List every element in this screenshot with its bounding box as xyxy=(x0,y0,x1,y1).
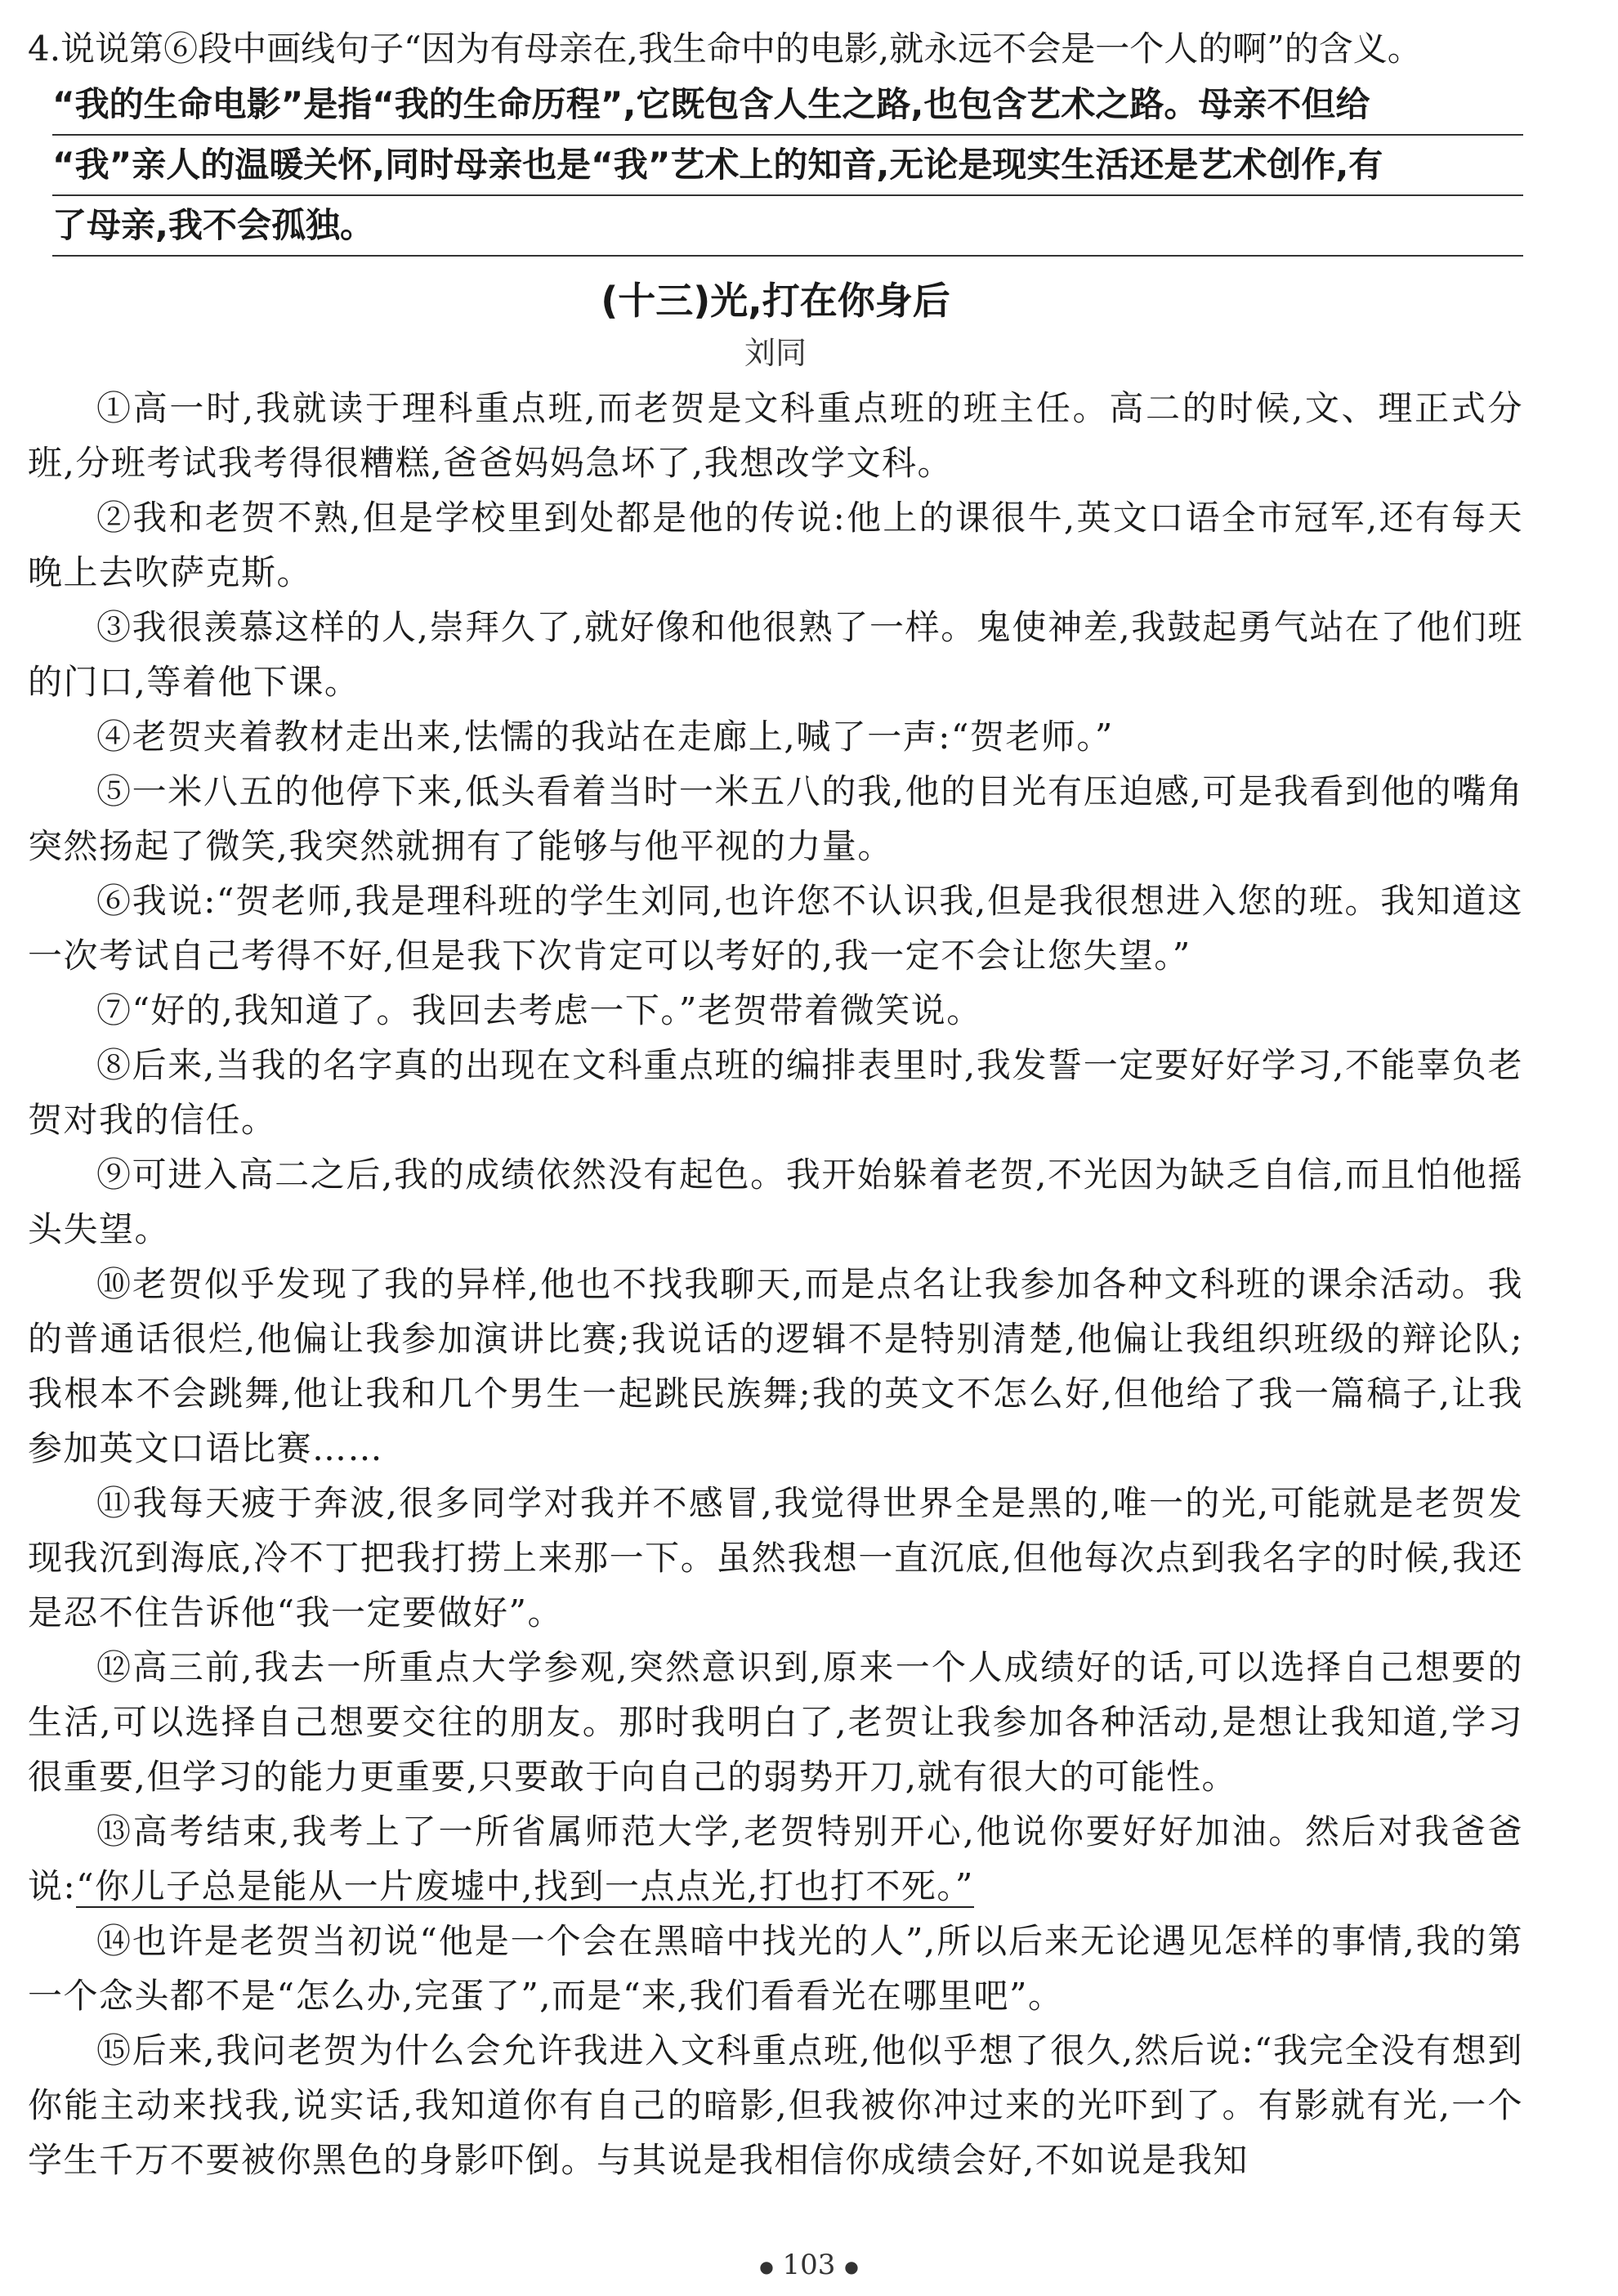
paragraph-11: ⑪我每天疲于奔波,很多同学对我并不感冒,我觉得世界全是黑的,唯一的光,可能就是老贺发现我沉到海底,冷不丁把我打捞上来那一下。虽然我想一直沉底,但他每次点到我名字的时候,我还是忍不住告诉他“我一定要做好”。 xyxy=(28,1483,1523,1633)
paragraph-13 xyxy=(28,1804,1523,1914)
answer-line-2: “我”亲人的温暖关怀,同时母亲也是“我”艺术上的知音,无论是现实生活还是艺术创作,有 xyxy=(52,136,1523,196)
answer-line-1: “我的生命电影”是指“我的生命历程”,它既包含人生之路,也包含艺术之路。母亲不但给 xyxy=(52,75,1523,136)
paragraph-4: ④老贺夹着教材走出来,怯懦的我站在走廊上,喊了一声:“贺老师。” xyxy=(96,717,1114,757)
paragraph-2: ②我和老贺不熟,但是学校里到处都是他的传说:他上的课很牛,英文口语全市冠军,还有每天晚上去吹萨克斯。 xyxy=(28,498,1523,592)
paragraph-15: ⑮后来,我问老贺为什么会允许我进入文科重点班,他似乎想了很久,然后说:“我完全没有想到你能主动来找我,说实话,我知道你有自己的暗影,但我被你冲过来的光吓到了。有影就有光,一个学生千万不要被你黑色的身影吓倒。与其说是我相信你成绩会好,不如说是我知 xyxy=(28,2030,1523,2180)
paragraph-8: ⑧后来,当我的名字真的出现在文科重点班的编排表里时,我发誓一定要好好学习,不能辜负老贺对我的信任。 xyxy=(28,1045,1523,1140)
article-author: 刘同 xyxy=(744,335,807,371)
page-number xyxy=(0,2249,1618,2281)
answer-block xyxy=(52,75,1523,257)
paragraph-10: ⑩老贺似乎发现了我的异样,他也不找我聊天,而是点名让我参加各种文科班的课余活动。我的普通话很烂,他偏让我参加演讲比赛;我说话的逻辑不是特别清楚,他偏让我组织班级的辩论队;我根本不会跳舞,他让我和几个男生一起跳民族舞;我的英文不怎么好,但他给了我一篇稿子,让我参加英文口语比赛…… xyxy=(28,1264,1523,1468)
paragraph-6: ⑥我说:“贺老师,我是理科班的学生刘同,也许您不认识我,但是我很想进入您的班。我知道这一次考试自己考得不好,但是我下次肯定可以考好的,我一定不会让您失望。” xyxy=(28,881,1523,976)
paragraph-14: ⑭也许是老贺当初说“他是一个会在黑暗中找光的人”,所以后来无论遇见怎样的事情,我的第一个念头都不是“怎么办,完蛋了”,而是“来,我们看看光在哪里吧”。 xyxy=(28,1921,1523,2016)
answer-line-3: 了母亲,我不会孤独。 xyxy=(52,196,1523,257)
paragraph-7: ⑦“好的,我知道了。我回去考虑一下。”老贺带着微笑说。 xyxy=(96,990,982,1030)
paragraph-3: ③我很羡慕这样的人,崇拜久了,就好像和他很熟了一样。鬼使神差,我鼓起勇气站在了他们班的门口,等着他下课。 xyxy=(28,607,1523,702)
dot-icon: ● xyxy=(844,2257,859,2276)
page-content xyxy=(28,23,1523,2187)
dot-icon: ● xyxy=(759,2257,774,2276)
page-number-text: 103 xyxy=(782,2249,836,2281)
paragraph-9: ⑨可进入高二之后,我的成绩依然没有起色。我开始躲着老贺,不光因为缺乏自信,而且怕他摇头失望。 xyxy=(28,1155,1523,1249)
paragraph-13-text: ⑬高考结束,我考上了一所省属师范大学,老贺特别开心,他说你要好好加油。然后对我爸爸说: xyxy=(28,1811,1523,1906)
question-prompt: 4.说说第⑥段中画线句子“因为有母亲在,我生命中的电影,就永远不会是一个人的啊”的含义。 xyxy=(28,29,1422,69)
paragraph-1: ①高一时,我就读于理科重点班,而老贺是文科重点班的班主任。高二的时候,文、理正式分班,分班考试我考得很糟糕,爸爸妈妈急坏了,我想改学文科。 xyxy=(28,388,1523,483)
paragraph-12: ⑫高三前,我去一所重点大学参观,突然意识到,原来一个人成绩好的话,可以选择自己想要的生活,可以选择自己想要交往的朋友。那时我明白了,老贺让我参加各种活动,是想让我知道,学习很重要,但学习的能力更重要,只要敢于向自己的弱势开刀,就有很大的可能性。 xyxy=(28,1647,1523,1797)
article-title: (十三)光,打在你身后 xyxy=(601,279,950,323)
underlined-sentence: “你儿子总是能从一片废墟中,找到一点点光,打也打不死。” xyxy=(76,1866,974,1906)
paragraph-5: ⑤一米八五的他停下来,低头看着当时一米五八的我,他的目光有压迫感,可是我看到他的嘴角突然扬起了微笑,我突然就拥有了能够与他平视的力量。 xyxy=(28,771,1523,866)
